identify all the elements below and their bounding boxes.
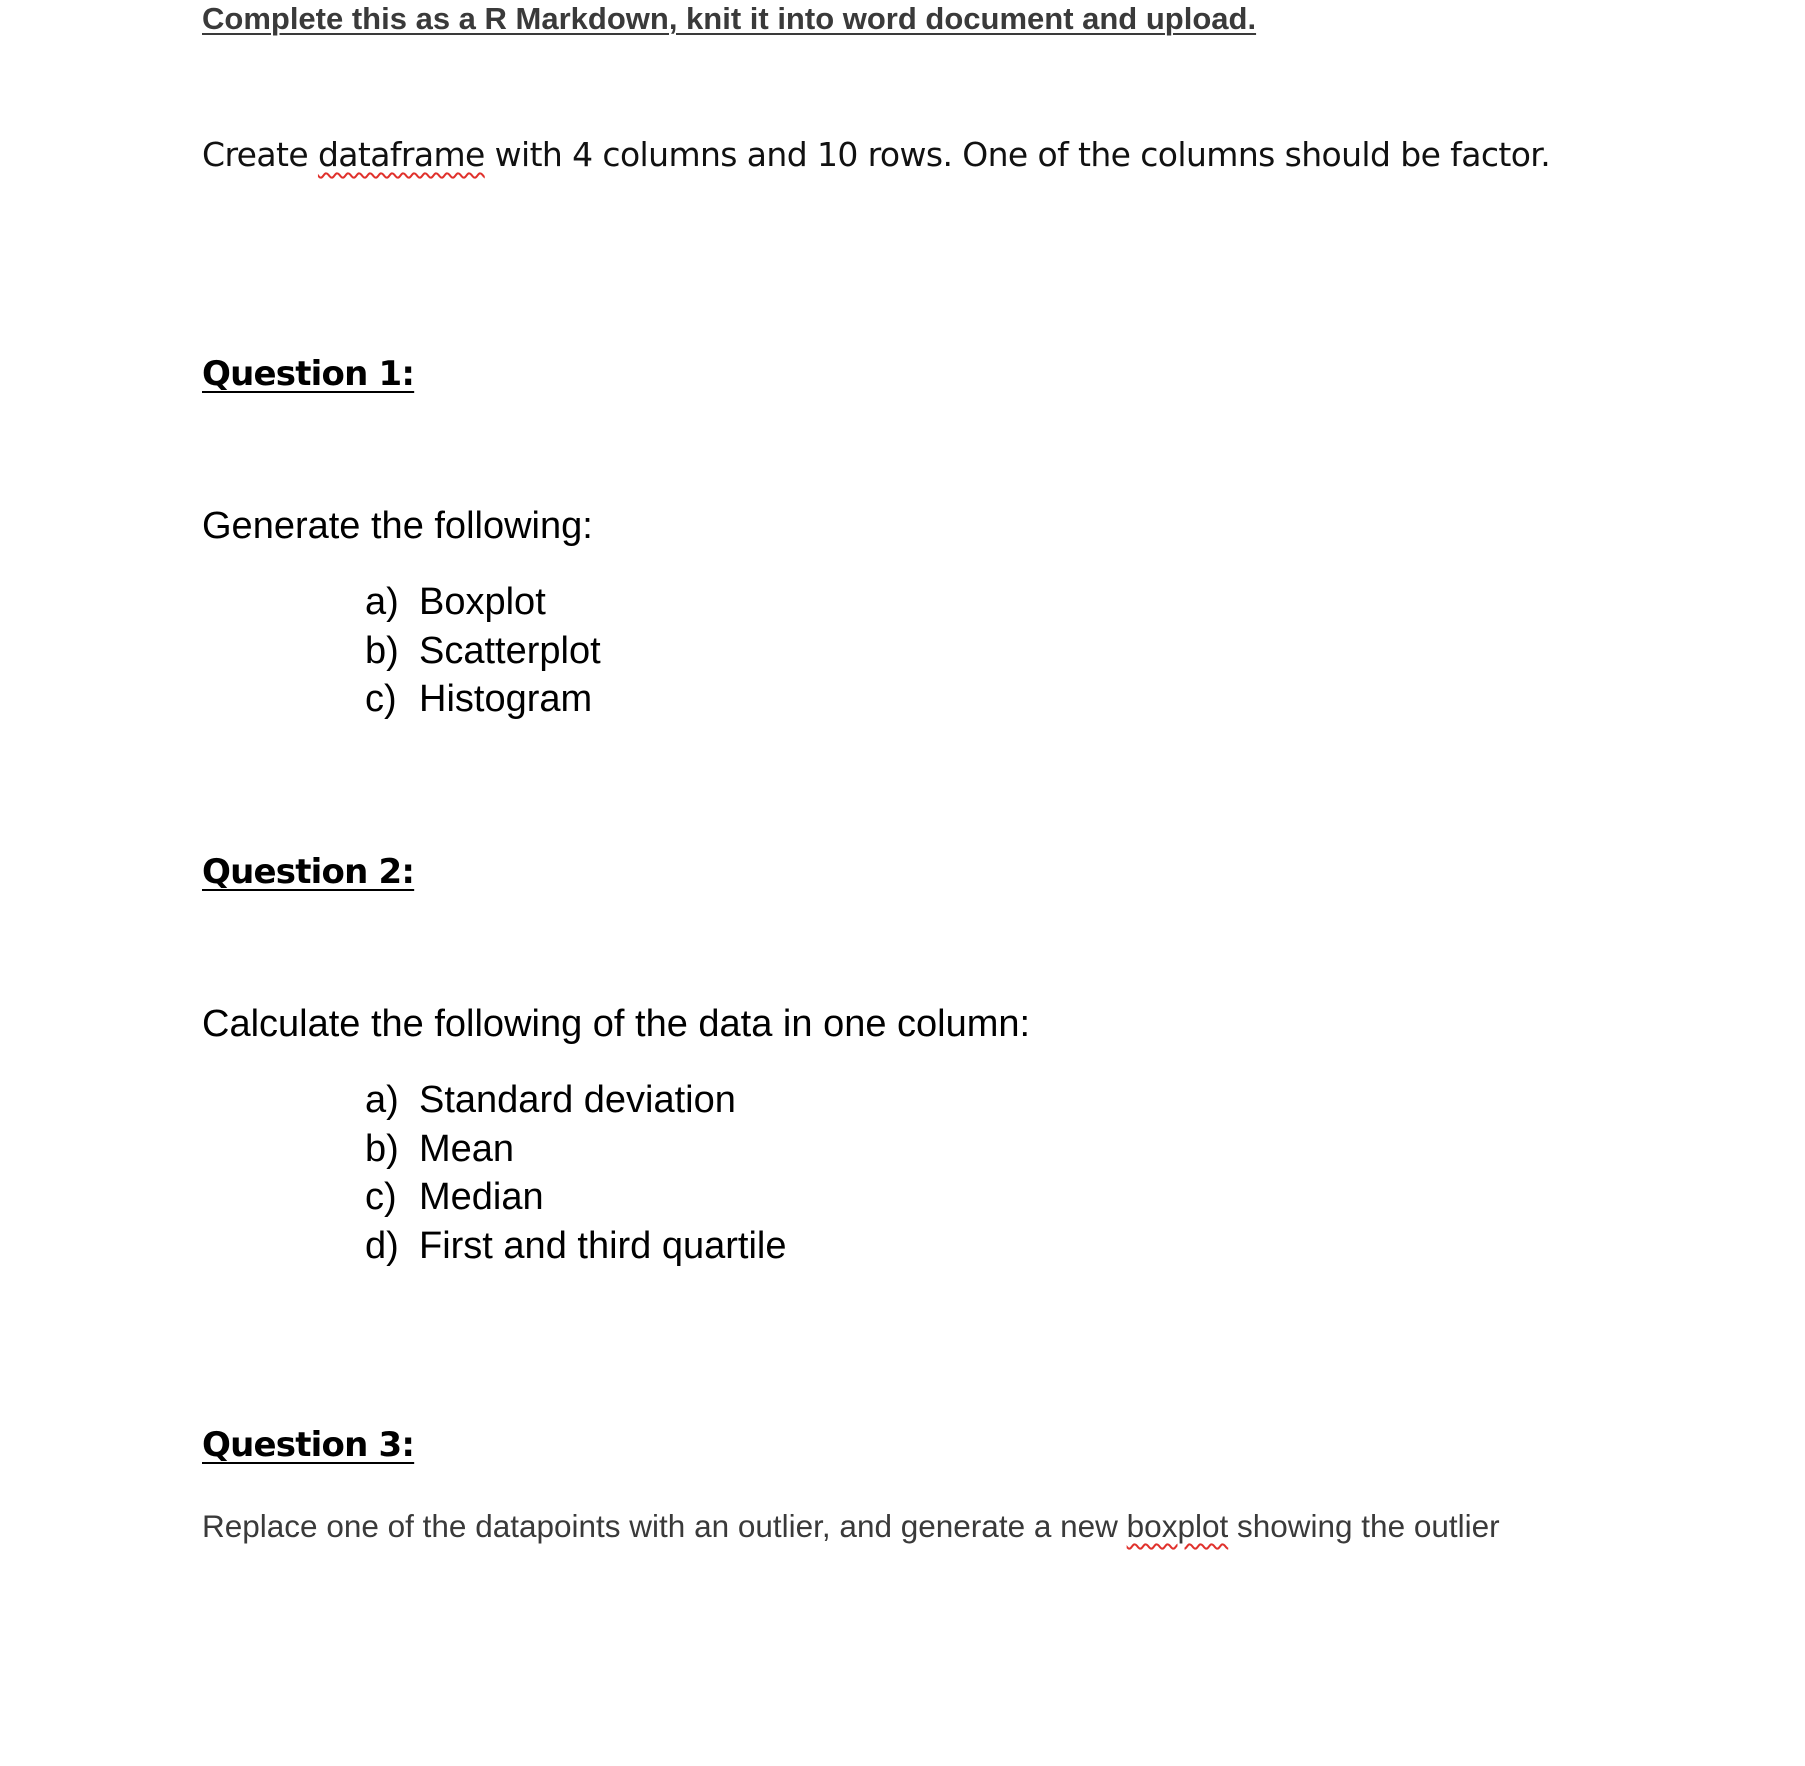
list-item	[365, 1222, 787, 1271]
intro-text-after: with 4 columns and 10 rows. One of the columns should be factor.	[484, 135, 1551, 174]
list-item-text: First and third quartile	[419, 1224, 787, 1267]
list-item-text: Boxplot	[419, 581, 546, 623]
list-item-text: Histogram	[419, 678, 593, 720]
list-item	[365, 1125, 787, 1174]
question-2-list	[365, 1076, 787, 1270]
spellcheck-word-dataframe[interactable]: dataframe	[317, 135, 485, 174]
list-item	[365, 578, 601, 627]
intro-paragraph	[202, 126, 1622, 184]
list-marker: a)	[365, 1079, 399, 1121]
intro-text-before: Create	[202, 135, 318, 174]
question-2-heading: Question 2:	[202, 852, 415, 892]
document-title: Complete this as a R Markdown, knit it into word document and upload.	[202, 1, 1257, 36]
list-item	[365, 1076, 787, 1125]
list-marker: c)	[365, 1176, 397, 1218]
spellcheck-word-boxplot[interactable]: boxplot	[1126, 1508, 1229, 1544]
list-marker: a)	[365, 581, 399, 623]
list-item	[365, 627, 601, 676]
question-2-prompt: Calculate the following of the data in one column:	[202, 1003, 1031, 1045]
question-1-list	[365, 578, 601, 724]
list-item-text: Median	[419, 1176, 544, 1218]
list-item-text: Mean	[419, 1127, 515, 1170]
question-3-text	[202, 1508, 1500, 1545]
question-3-text-after: showing the outlier	[1228, 1508, 1500, 1544]
list-item-text: Standard deviation	[419, 1079, 736, 1121]
list-marker: c)	[365, 678, 397, 720]
list-marker: b)	[365, 1127, 399, 1170]
list-marker: d)	[365, 1224, 399, 1267]
question-1-heading: Question 1:	[202, 354, 415, 394]
question-3-text-before: Replace one of the datapoints with an outlier, and generate a new	[202, 1508, 1127, 1544]
list-item	[365, 1173, 787, 1222]
question-3-heading: Question 3:	[202, 1425, 415, 1465]
list-item	[365, 675, 601, 724]
question-1-prompt: Generate the following:	[202, 505, 593, 547]
list-marker: b)	[365, 629, 399, 672]
list-item-text: Scatterplot	[419, 629, 601, 672]
